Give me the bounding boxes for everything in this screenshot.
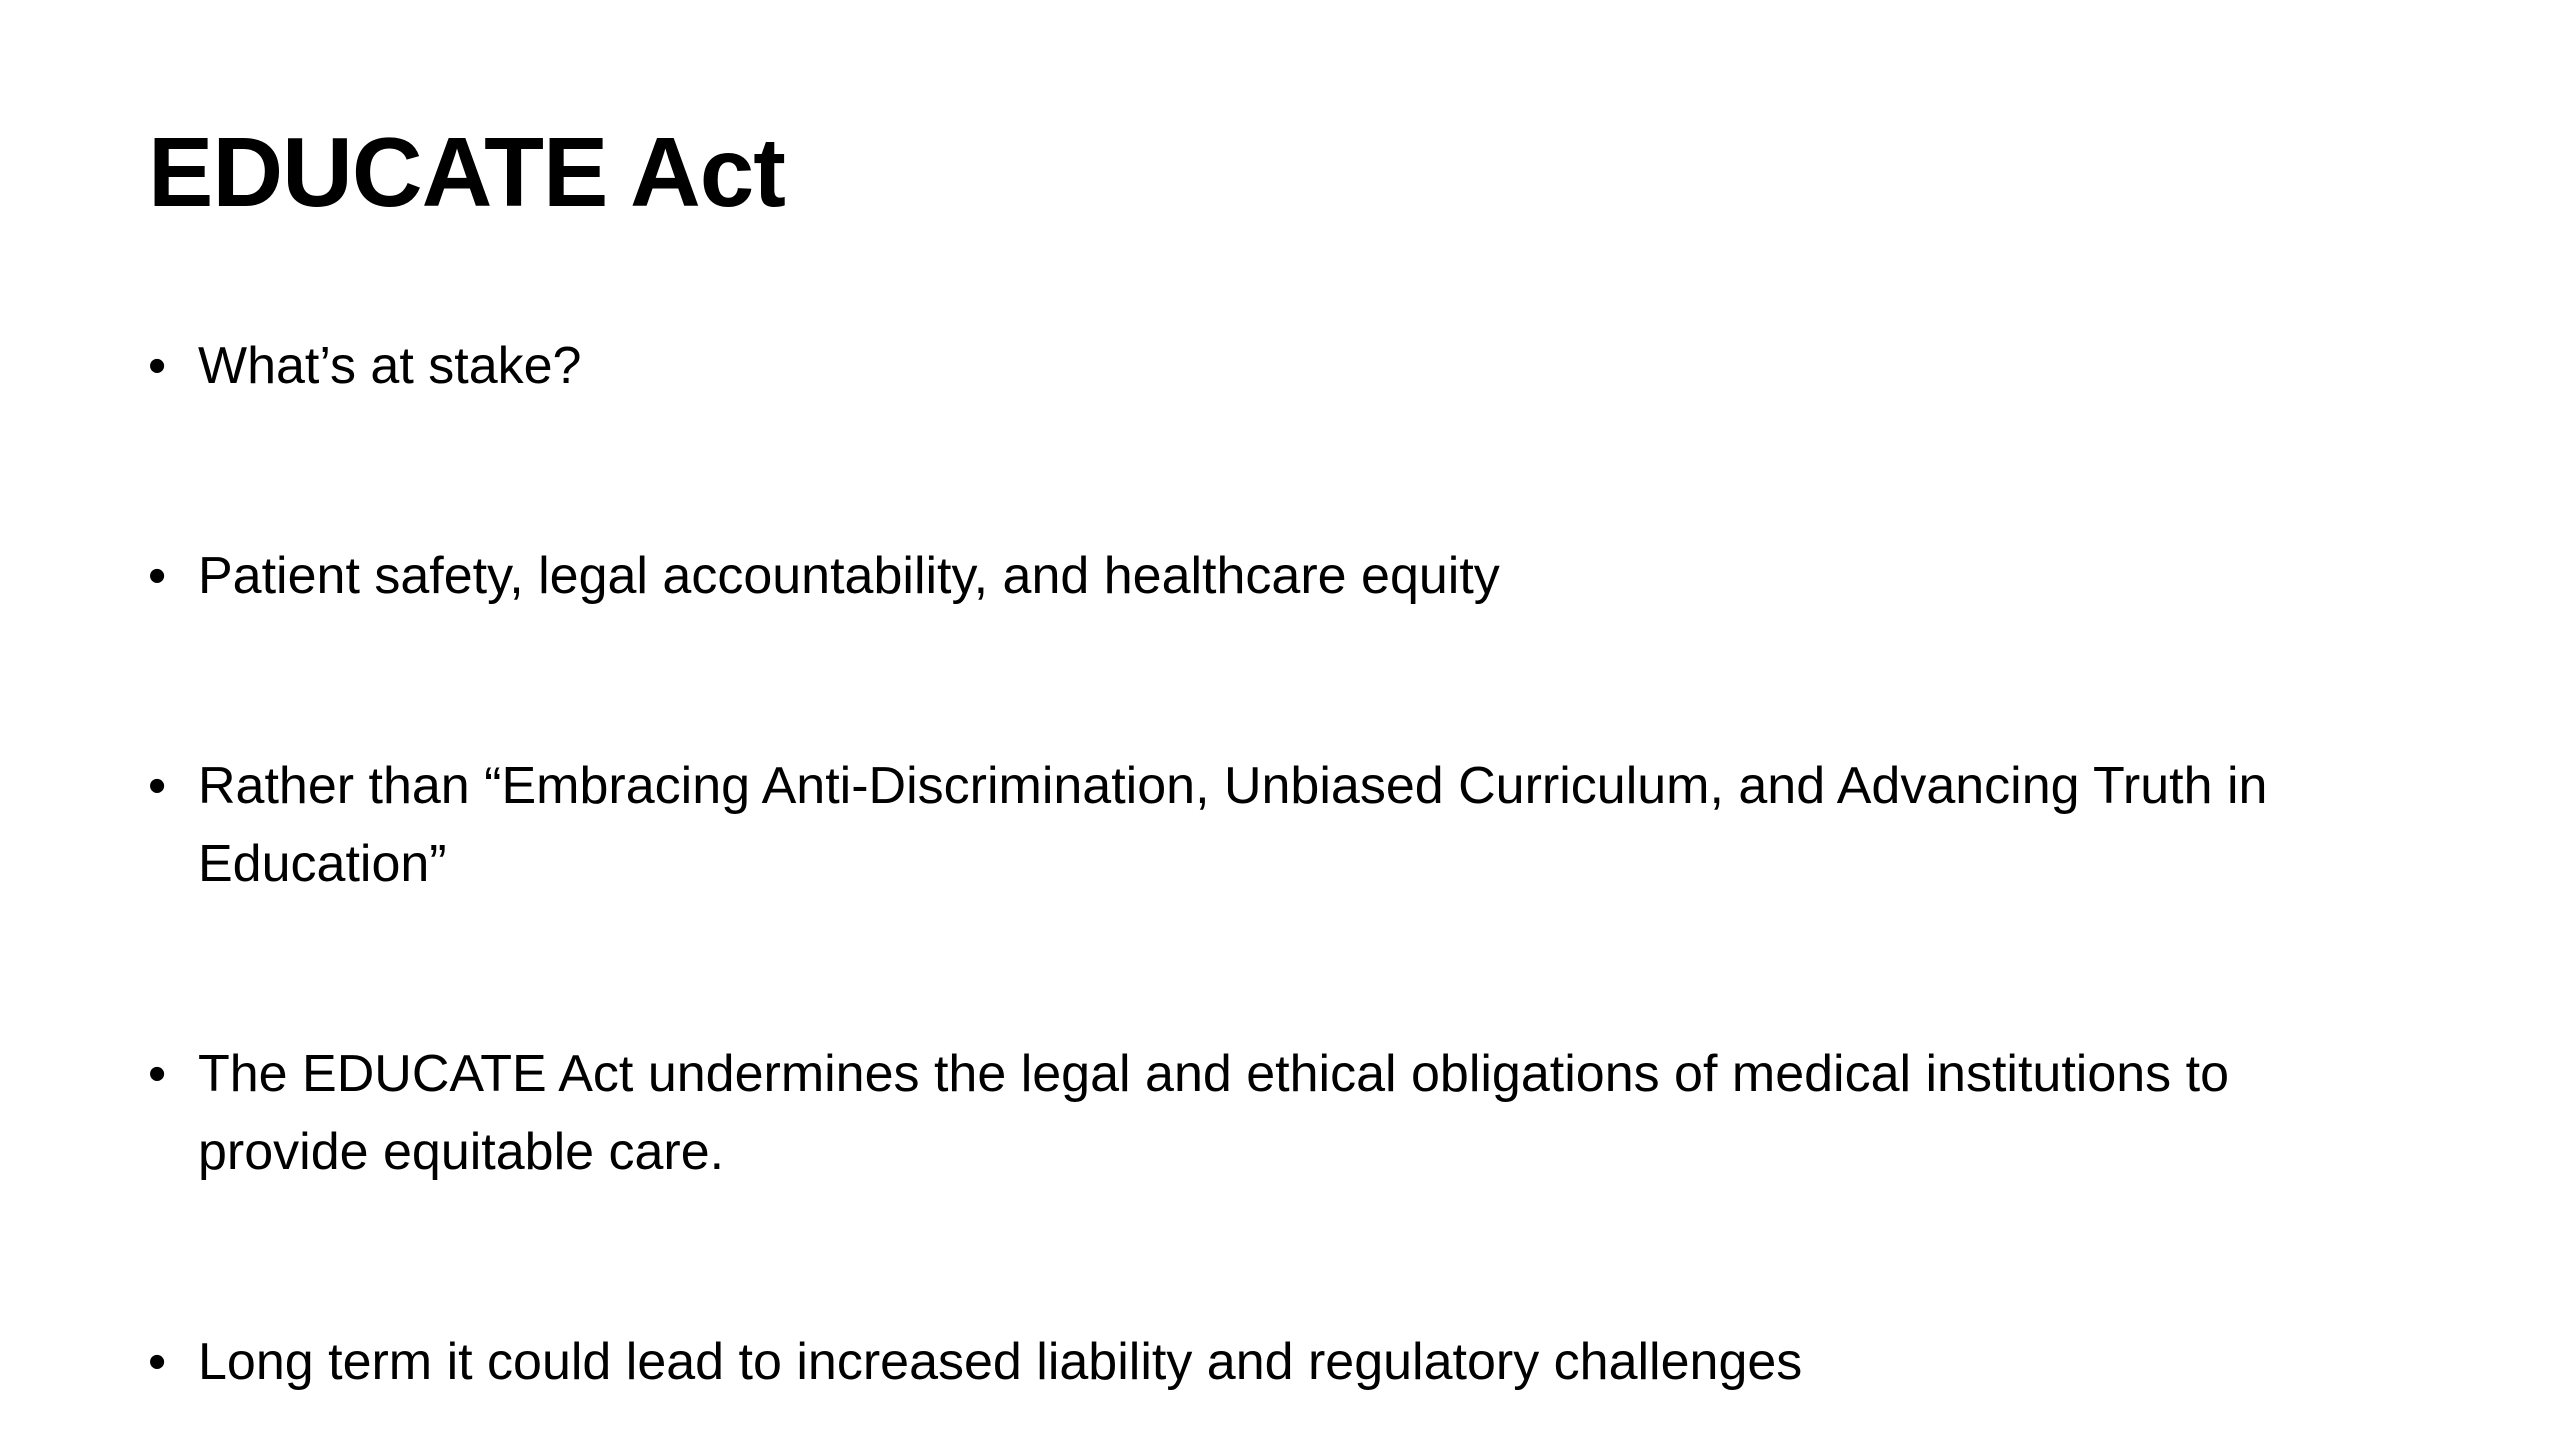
bullet-item xyxy=(148,327,2388,405)
bullet-text: The EDUCATE Act undermines the legal and ethical obligations of medical institutions to provide equitable care. xyxy=(198,1045,2229,1181)
bullet-item xyxy=(148,747,2388,903)
bullet-marker: • xyxy=(148,1333,167,1391)
bullet-text: Rather than “Embracing Anti-Discrimination, Unbiased Curriculum, and Advancing Truth in Education” xyxy=(198,757,2268,893)
bullet-text: What’s at stake? xyxy=(198,337,582,395)
slide-title: EDUCATE Act xyxy=(148,117,785,227)
bullet-text: Patient safety, legal accountability, and healthcare equity xyxy=(198,547,1500,605)
bullet-marker: • xyxy=(148,1045,167,1103)
bullet-marker: • xyxy=(148,547,167,605)
bullet-item xyxy=(148,1323,2388,1401)
bullet-item xyxy=(148,1035,2388,1191)
bullet-item xyxy=(148,537,2388,615)
bullet-marker: • xyxy=(148,337,167,395)
bullet-text: Long term it could lead to increased liability and regulatory challenges xyxy=(198,1333,1803,1391)
bullet-marker: • xyxy=(148,757,167,815)
